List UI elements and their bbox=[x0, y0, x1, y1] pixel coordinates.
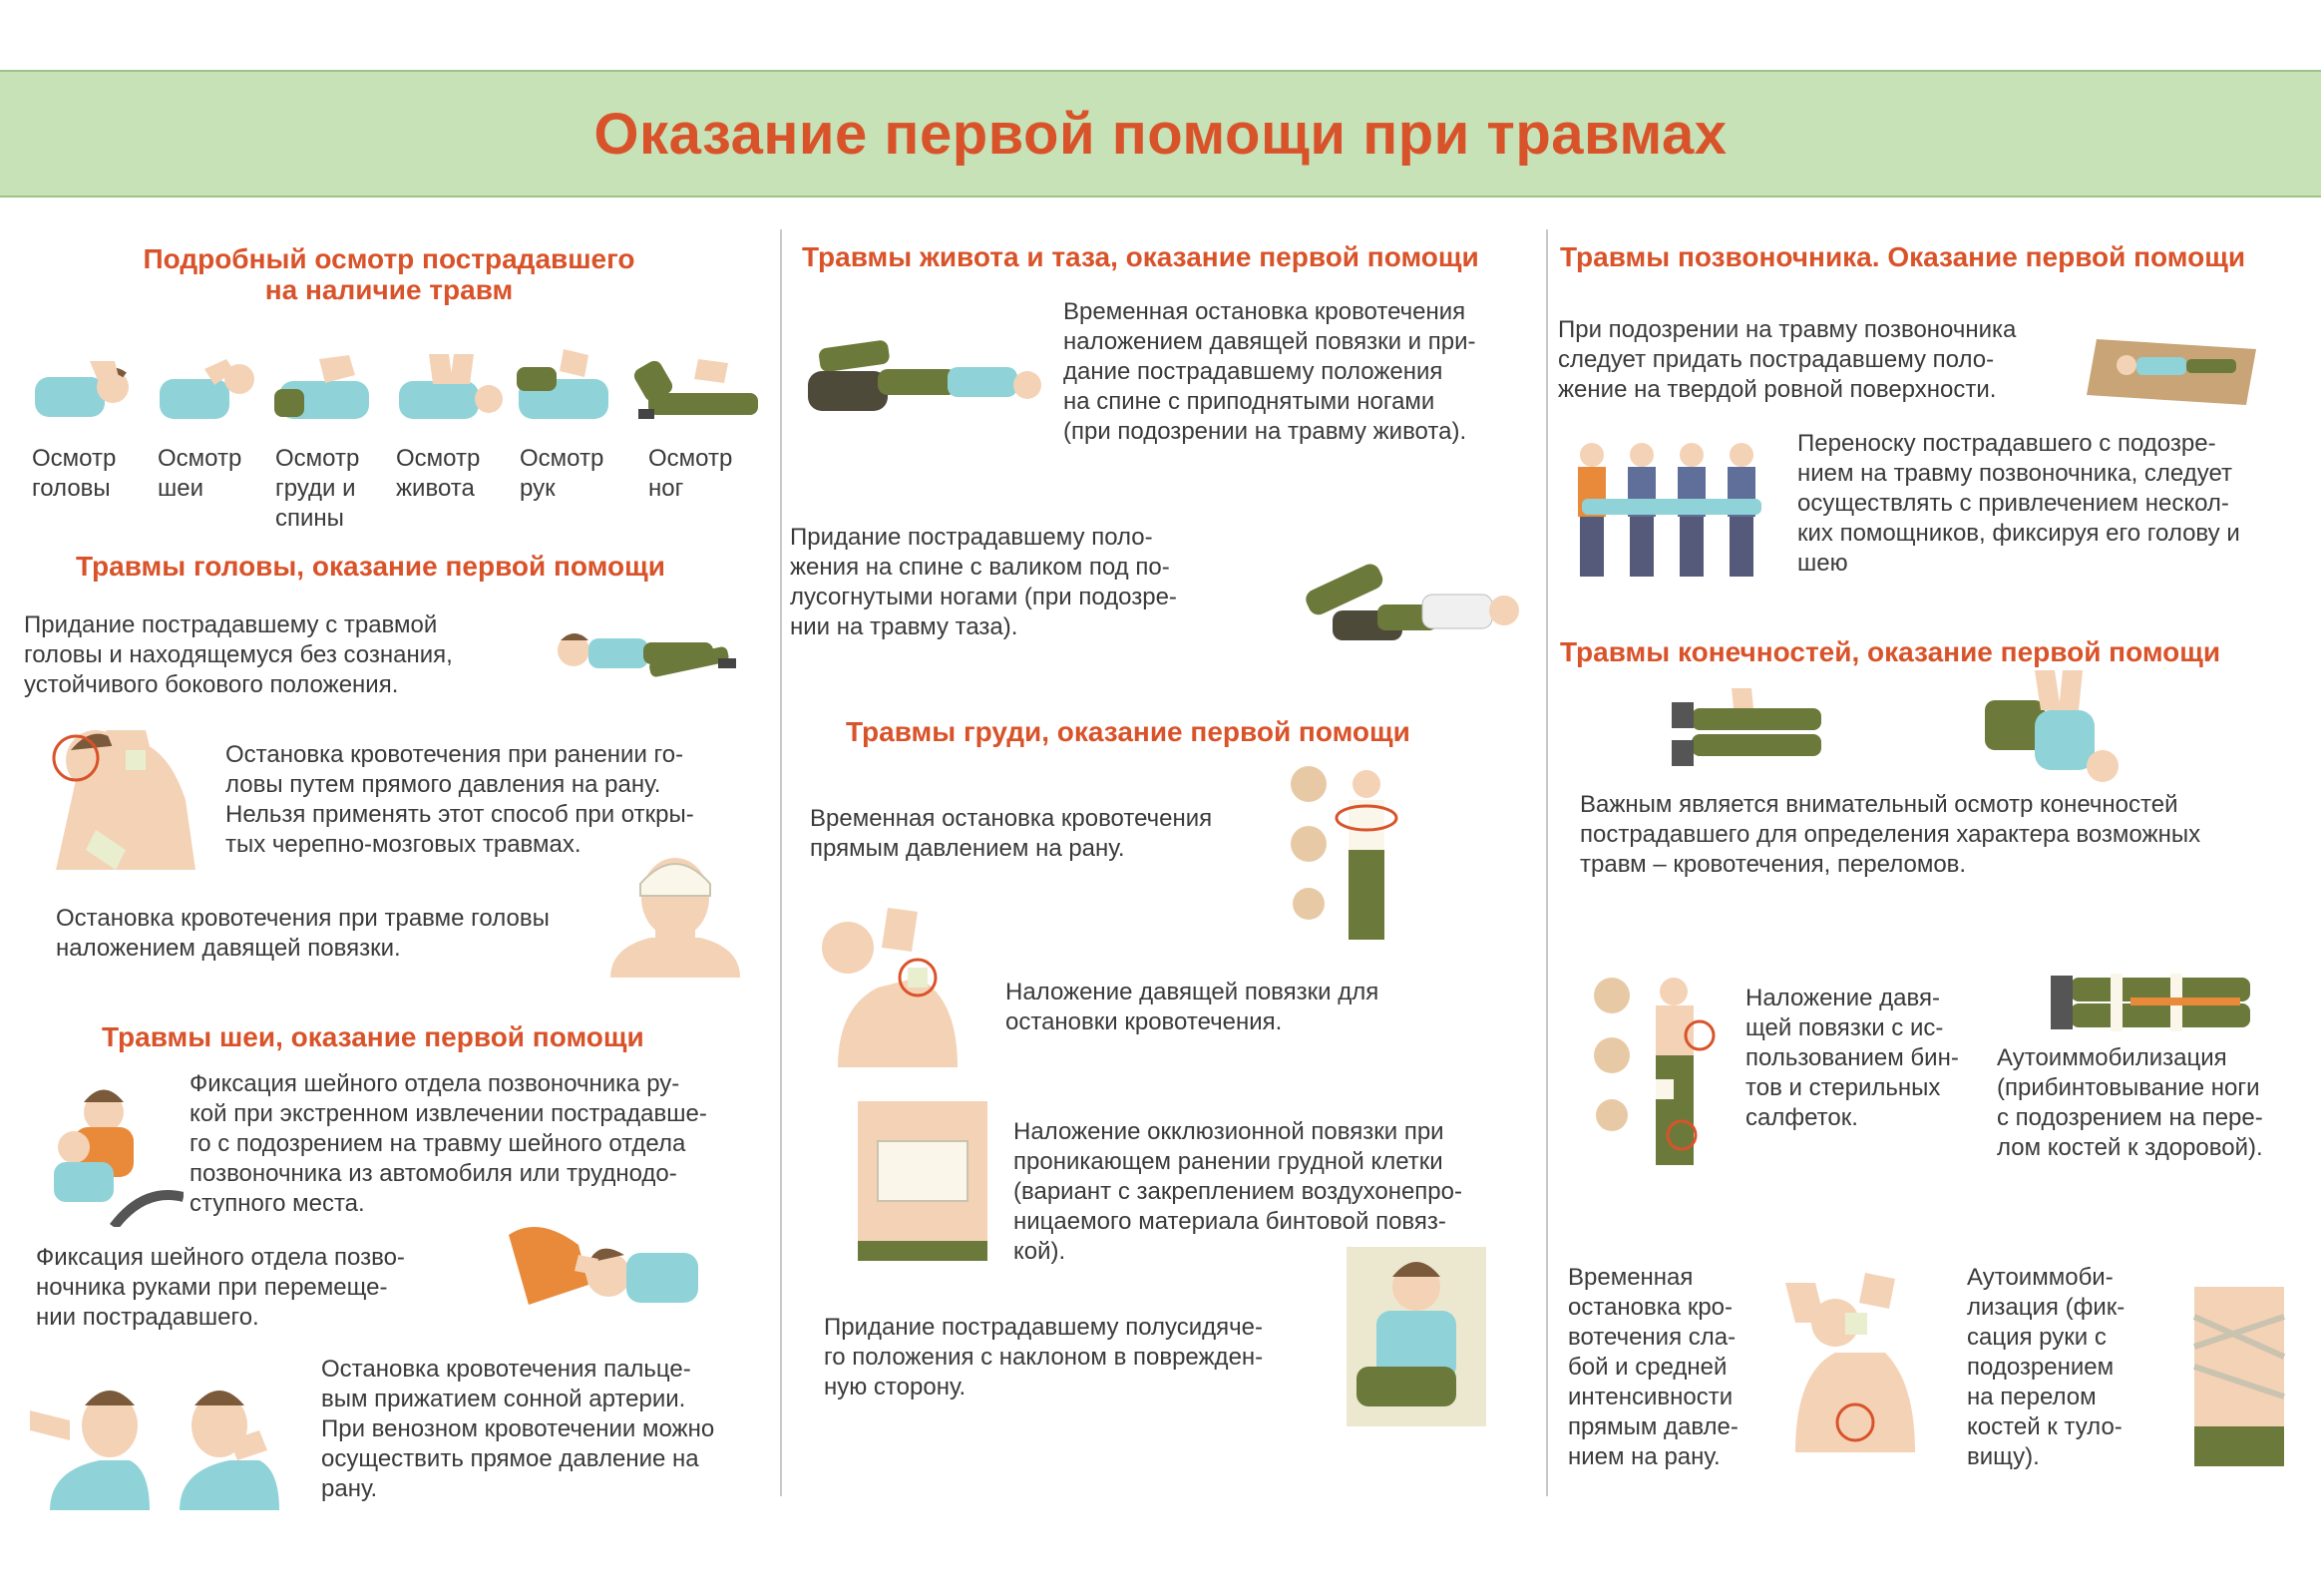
semi-sitting-illustration bbox=[1347, 1247, 1486, 1426]
inspection-illustrations bbox=[30, 339, 768, 439]
spine-text-transport: Переноску пострадавшего с подозре- нием на травму позвоночника, следует осуществлять с привлечением нескол- ких помощников, фиксируя его голову и шею bbox=[1797, 430, 2240, 577]
chest-text-semi-sitting: Придание пострадавшему полусидяче- го положения с наклоном в поврежден- ную сторону. bbox=[824, 1314, 1264, 1400]
inspection-heading: Подробный осмотр пострадавшего на наличие травм bbox=[143, 243, 635, 305]
raised-legs-illustration bbox=[798, 329, 1047, 429]
title-banner bbox=[0, 70, 2321, 198]
head-text-direct-pressure: Остановка кровотечения при ранении го- ловы путем прямого давления на рану. Нельзя применять этот способ при откры- тых черепно-мозговых травмах. bbox=[225, 741, 694, 858]
neck-text-extraction: Фиксация шейного отдела позвоночника ру- кой при экстренном извлечении пострадавше- го с подозрением на травму шейного отдела позвоночника из автомобиля или труднодо- ступного места. bbox=[190, 1070, 707, 1217]
page-title: Оказание первой помощи при травмах bbox=[593, 101, 1728, 167]
chest-text-pressure-bandage: Наложение давящей повязки для остановки кровотечения. bbox=[1005, 979, 1379, 1035]
head-injuries-heading: Травмы головы, оказание первой помощи bbox=[76, 551, 665, 582]
abdomen-injuries-heading: Травмы живота и таза, оказание первой помощи bbox=[802, 241, 1479, 272]
spine-text-flat-surface: При подозрении на травму позвоночника следует придать пострадавшему поло- жение на твердой ровной поверхности. bbox=[1558, 316, 2017, 403]
limbs-text-arm-immobilization: Аутоиммоби- лизация (фик- сация руки с подозрением на перелом костей к туло- вищу). bbox=[1967, 1264, 2126, 1470]
head-text-recovery-position: Придание пострадавшему с травмой головы и находящемуся без сознания, устойчивого бокового положения. bbox=[24, 611, 453, 698]
limb-pressure-bandage-illustration bbox=[1590, 976, 1720, 1175]
limbs-inspection-legs-illustration bbox=[1672, 688, 1831, 778]
recovery-position-illustration bbox=[549, 618, 748, 698]
inspection-label-legs: Осмотр ног bbox=[648, 445, 733, 502]
column-divider-1 bbox=[780, 229, 782, 1496]
inspection-label-abdomen: Осмотр живота bbox=[396, 445, 481, 502]
inspection-label-neck: Осмотр шеи bbox=[158, 445, 242, 502]
carotid-pressure-illustration bbox=[30, 1371, 289, 1510]
limbs-text-direct-pressure: Временная остановка кро- вотечения сла- бой и средней интенсивности прямым давле- нием на рану. bbox=[1568, 1264, 1739, 1470]
limbs-text-inspection: Важным является внимательный осмотр конечностей пострадавшего для определения характера возможных травм – кровотечения, переломов. bbox=[1580, 791, 2201, 878]
limbs-injuries-heading: Травмы конечностей, оказание первой помощи bbox=[1560, 636, 2221, 667]
inspection-label-chest: Осмотр груди и спины bbox=[275, 445, 360, 532]
chest-wounds-illustration bbox=[1287, 764, 1416, 954]
chest-injuries-heading: Травмы груди, оказание первой помощи bbox=[846, 716, 1410, 747]
limbs-text-bandage: Наложение давя- щей повязки с ис- пользованием бин- тов и стерильных салфеток. bbox=[1745, 985, 1959, 1131]
neck-injuries-heading: Травмы шеи, оказание первой помощи bbox=[102, 1021, 644, 1052]
leg-autoimmobilization-illustration bbox=[2051, 968, 2260, 1037]
limbs-inspection-arm-illustration bbox=[1985, 670, 2125, 790]
inspection-label-arms: Осмотр рук bbox=[520, 445, 604, 502]
neck-text-carotid: Остановка кровотечения пальце- вым прижатием сонной артерии. При венозном кровотечении можно осуществить прямое давление на рану. bbox=[321, 1356, 715, 1502]
limb-direct-pressure-illustration bbox=[1775, 1273, 1925, 1452]
chest-text-occlusive: Наложение окклюзионной повязки при проникающем ранении грудной клетки (вариант с закреплением воздухонепро- ницаемого материала бинтовой повяз- кой). bbox=[1013, 1118, 1462, 1265]
column-divider-2 bbox=[1546, 229, 1548, 1496]
occlusive-dressing-illustration bbox=[848, 1101, 997, 1261]
pelvis-roll-illustration bbox=[1283, 555, 1532, 654]
head-bandage-illustration bbox=[610, 848, 740, 978]
arm-autoimmobilization-illustration bbox=[2184, 1287, 2294, 1466]
neck-fixation-extraction-illustration bbox=[34, 1077, 184, 1227]
spine-injuries-heading: Травмы позвоночника. Оказание первой помощи bbox=[1560, 241, 2246, 272]
limbs-text-leg-immobilization: Аутоиммобилизация (прибинтовывание ноги с подозрением на пере- лом костей к здоровой). bbox=[1997, 1044, 2263, 1161]
spine-board-illustration bbox=[2087, 329, 2266, 409]
neck-text-moving: Фиксация шейного отдела позво- ночника руками при перемеще- нии пострадавшего. bbox=[36, 1244, 405, 1331]
chest-text-direct-pressure: Временная остановка кровотечения прямым давлением на рану. bbox=[810, 805, 1213, 862]
neck-fixation-hands-illustration bbox=[499, 1215, 698, 1325]
inspection-label-head: Осмотр головы bbox=[32, 445, 117, 502]
abdomen-text-raised-legs: Временная остановка кровотечения наложением давящей повязки и при- дание пострадавшему положения на спине с приподнятыми ногами (при подозрении на травму живота). bbox=[1063, 298, 1476, 445]
spine-transport-illustration bbox=[1562, 437, 1771, 587]
abdomen-text-pelvis: Придание пострадавшему поло- жения на спине с валиком под по- лусогнутыми ногами (при подозре- нии на травму таза). bbox=[790, 524, 1177, 640]
chest-pressure-illustration bbox=[808, 908, 977, 1067]
head-bleeding-direct-pressure-illustration bbox=[36, 710, 205, 870]
head-text-pressure-bandage: Остановка кровотечения при травме головы наложением давящей повязки. bbox=[56, 905, 550, 962]
